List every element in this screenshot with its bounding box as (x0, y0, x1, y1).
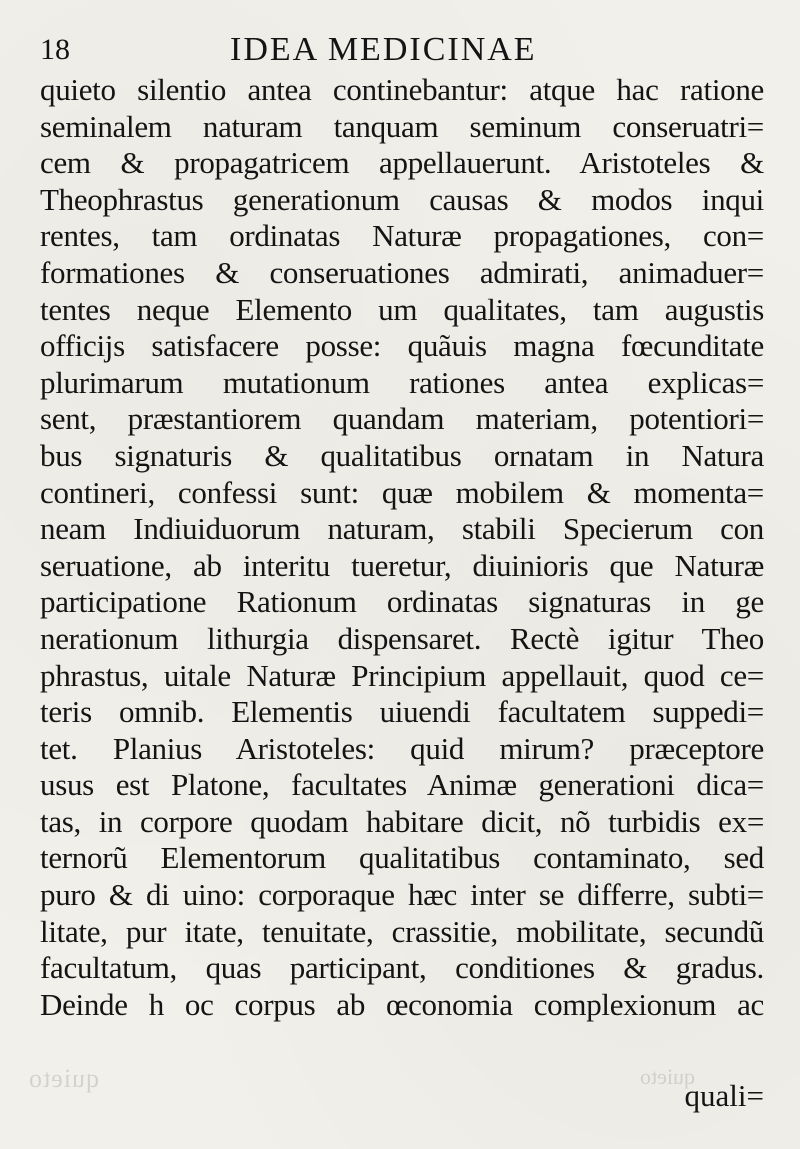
page-header (40, 30, 760, 70)
text-line: sent, præstantiorem quandam materiam, potentiori= (40, 401, 764, 437)
text-line: nerationum lithurgia dispensaret. Rectè igitur Theo (40, 620, 764, 656)
text-line: contineri, confessi sunt: quæ mobilem & momenta= (40, 474, 764, 510)
text-line: teris omnib. Elementis uiuendi facultatem suppedi= (40, 694, 764, 730)
text-line: tas, in corpore quodam habitare dicit, nõ turbidis ex= (40, 803, 764, 839)
text-line: participatione Rationum ordinatas signaturas in ge (40, 584, 764, 620)
text-line: neam Indiuiduorum naturam, stabili Specierum con (40, 511, 764, 547)
text-line: usus est Platone, facultates Animæ generationi dica= (40, 767, 764, 803)
text-line: cem & propagatricem appellauerunt. Aristoteles & (40, 145, 764, 181)
text-line: Theophrastus generationum causas & modos inqui (40, 181, 764, 217)
catchword: quali= (684, 1078, 764, 1113)
text-line: bus signaturis & qualitatibus ornatam in Natura (40, 437, 764, 473)
text-line: tentes neque Elemento um qualitates, tam augustis (40, 291, 764, 327)
text-line: ternorũ Elementorum qualitatibus contaminato, sed (40, 840, 764, 876)
text-line: litate, pur itate, tenuitate, crassitie, mobilitate, secundũ (40, 913, 764, 949)
text-line: tet. Planius Aristoteles: quid mirum? præceptore (40, 730, 764, 766)
text-line: phrastus, uitale Naturæ Principium appellauit, quod ce= (40, 657, 764, 693)
text-line: Deinde h oc corpus ab œconomia complexionum ac (40, 986, 764, 1022)
text-line: facultatum, quas participant, conditiones & gradus. (40, 950, 764, 986)
text-line: seminalem naturam tanquam seminum conseruatri= (40, 108, 764, 144)
show-through-text-right: quieto (640, 1064, 695, 1089)
text-line: rentes, tam ordinatas Naturæ propagationes, con= (40, 218, 764, 254)
body-text (40, 72, 764, 1023)
running-title: IDEA MEDICINAE (230, 31, 537, 68)
text-line: formationes & conseruationes admirati, animaduer= (40, 254, 764, 290)
text-line: officijs satisfacere posse: quãuis magna fœcunditate (40, 328, 764, 364)
page-number: 18 (40, 33, 70, 66)
show-through-text: quieto (28, 1064, 99, 1093)
text-line: quieto silentio antea continebantur: atque hac ratione (40, 72, 764, 107)
text-line: seruatione, ab interitu tueretur, diuinioris que Naturæ (40, 547, 764, 583)
text-line: plurimarum mutationum rationes antea explicas= (40, 364, 764, 400)
text-line: puro & di uino: corporaque hæc inter se differre, subti= (40, 877, 764, 913)
